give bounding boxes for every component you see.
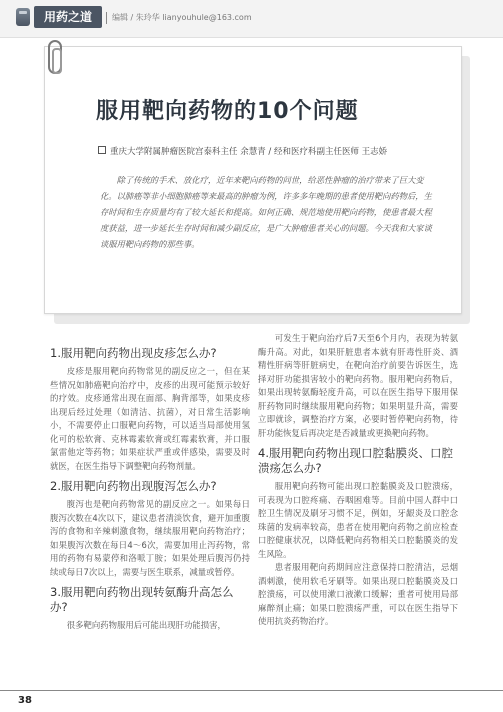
article-title: 服用靶向药物的10个问题 xyxy=(96,99,359,124)
article-intro: 除了传统的手术、放化疗，近年来靶向药物的问世，给恶性肿瘤的治疗带来了巨大变化。以肺癌等非小细胞肺癌等来最高的肿瘤为例，许多多年晚期的患者使用靶向药物后，生存时间和生存质量均有了较大延长和提高。如何正确、规范地使用靶向药物，使患者最大程度获益，进一步延长生存时间和减少副反应，是广大肿瘤患者关心的问题。今天我和大家谈谈服用靶向药物的那些事。 xyxy=(100,175,432,249)
question-heading: 3.服用靶向药物出现转氨酶升高怎么办? xyxy=(50,585,234,614)
answer-paragraph: 腹泻也是靶向药物常见的副反应之一。如果每日腹泻次数在4次以下，建议患者清淡饮食，避开加重腹泻的食物和辛辣刺激食物，继续服用靶向药物治疗；如果腹泻次数在每日4～6次，需要加用止泻药物，常用的药物有易蒙停和洛哌丁胺；如果处理后腹泻仍持续或每日7次以上，需要与医生联系，减量或暂停。 xyxy=(50,499,250,577)
paper-clip-icon xyxy=(48,40,62,74)
medicine-bottle-icon xyxy=(16,8,30,26)
page-header xyxy=(0,0,503,38)
byline-square-icon xyxy=(98,146,106,154)
question-heading: 1.服用靶向药物出现皮疹怎么办? xyxy=(50,346,217,360)
answer-paragraph: 服用靶向药物可能出现口腔黏膜炎及口腔溃疡，可表现为口腔疼痛、吞咽困难等。目前中国人群中口腔卫生情况及刷牙习惯不足，例如，牙龈炎及口腔念珠菌的发病率较高，患者在使用靶向药物之前应检查口腔健康状况，以降低靶向药物相关口腔黏膜炎的发生风险。 xyxy=(258,481,458,559)
question-heading: 2.服用靶向药物出现腹泻怎么办? xyxy=(50,479,217,493)
left-column xyxy=(50,340,250,633)
continued-paragraph: 可发生于靶向治疗后7天至6个月内，表现为转氨酶升高。对此，如果肝脏患者本就有肝毒性肝炎、酒精性肝病等肝脏病史，在靶向治疗前要告诉医生，选择对肝功能损害较小的靶向药物。服用靶向药物后，如果出现转氨酶轻度升高，可以在医生指导下服用保肝药物同时继续服用靶向药物；如果明显升高，需要立即就诊，调整治疗方案，必要时暂停靶向药物，待肝功能恢复后再决定是否减量或更换靶向药物。 xyxy=(258,333,458,438)
answer-paragraph: 很多靶向药物服用后可能出现肝功能损害， xyxy=(66,620,226,630)
answer-paragraph: 患者服用靶向药期间应注意保持口腔清洁，忌烟酒刺激，使用软毛牙刷等。如果出现口腔黏膜炎及口腔溃疡，可以使用漱口液漱口缓解；重者可使用局部麻醉剂止痛；如果口腔溃疡严重，可以在医生指导下使用抗炎药物治疗。 xyxy=(258,562,458,626)
question-heading: 4.服用靶向药物出现口腔黏膜炎、口腔溃疡怎么办? xyxy=(258,446,453,475)
answer-paragraph: 皮疹是服用靶向药物常见的副反应之一，但在某些情况如肺癌靶向治疗中，皮疹的出现可能预示较好的疗效。皮疹通常出现在面部、胸背部等，如果皮疹出现后经过处理（如清洁、抗菌），对日常生活影响小，不需要停止口服靶向药物，可以适当局部使用氢化可的松软膏、克林霉素软膏或红霉素软膏，并口服氯雷他定等药物；如果症状严重或伴感染，需要及时就医，在医生指导下调整靶向药物剂量。 xyxy=(50,366,250,471)
section-title: 用药之道 xyxy=(34,6,102,28)
page-number: 38 xyxy=(18,695,32,706)
right-column xyxy=(258,332,458,629)
header-divider xyxy=(106,12,107,24)
article-byline: 重庆大学附属肿瘤医院宫泰科主任 余慧青 / 经和医疗科副主任医师 王志娇 xyxy=(110,147,388,157)
page-footer xyxy=(0,690,503,712)
editor-credit: 编辑 / 朱玲华 lianyouhule@163.com xyxy=(112,13,252,22)
